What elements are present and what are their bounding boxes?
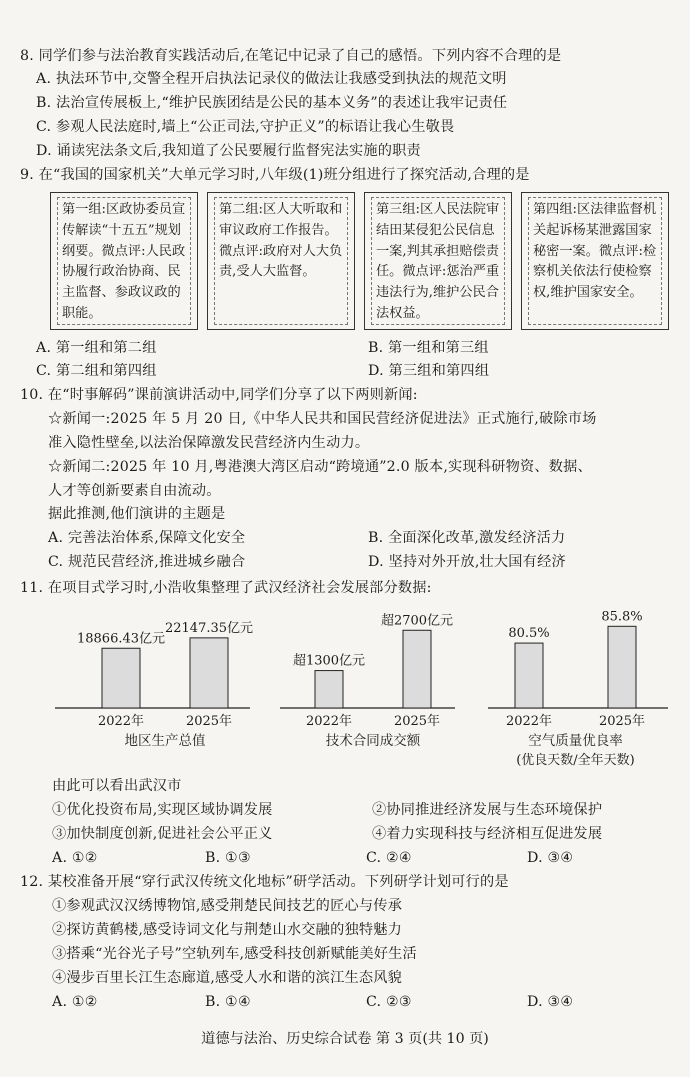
q12-option-c: C. ②③ bbox=[366, 994, 412, 1010]
q9-option-b: B. 第一组和第三组 bbox=[368, 340, 489, 356]
chart-category-label: 2025年 bbox=[393, 714, 441, 729]
q10-stem: 10. 在“时事解码”课前演讲活动中,同学们分享了以下两则新闻: bbox=[20, 387, 418, 403]
chart-air-quality bbox=[478, 600, 678, 780]
q11-statement-2: ②协同推进经济发展与生态环境保护 bbox=[372, 802, 603, 818]
chart-data-label: 超1300亿元 bbox=[292, 653, 366, 669]
page-footer: 道德与法治、历史综合试卷 第 3 页(共 10 页) bbox=[201, 1031, 489, 1047]
q11-option-c: C. ②④ bbox=[366, 850, 412, 866]
group-box-4: 第四组:区法律监督机关起诉杨某泄露国家秘密一案。微点评:检察机关依法行使检察权,维护国家安全。 bbox=[521, 192, 669, 330]
q9-option-d: D. 第三组和第四组 bbox=[368, 363, 490, 379]
chart-category-label: 2022年 bbox=[505, 714, 553, 729]
chart-subtitle: (优良天数/全年天数) bbox=[516, 753, 635, 768]
q10-news1-line1: ☆新闻一:2025 年 5 月 20 日,《中华人民共和国民营经济促进法》正式施行,破除市场 bbox=[48, 411, 597, 427]
q9-option-c: C. 第二组和第四组 bbox=[36, 363, 157, 379]
chart-title: 技术合同成交额 bbox=[325, 733, 421, 749]
q10-option-b: B. 全面深化改革,激发经济活力 bbox=[368, 530, 566, 546]
chart-title: 空气质量优良率 bbox=[528, 733, 623, 749]
q12-option-b: B. ①④ bbox=[205, 994, 251, 1010]
chart-category-label: 2022年 bbox=[305, 714, 353, 729]
chart-data-label: 85.8% bbox=[601, 609, 643, 625]
q11-statement-4: ④着力实现科技与经济相互促进发展 bbox=[372, 826, 603, 842]
chart-gdp bbox=[50, 600, 260, 760]
q11-option-d: D. ③④ bbox=[527, 850, 574, 866]
q12-stem: 12. 某校准备开展“穿行武汉传统文化地标”研学活动。下列研学计划可行的是 bbox=[20, 874, 509, 890]
chart-category-label: 2022年 bbox=[97, 714, 145, 729]
q8-stem: 8. 同学们参与法治教育实践活动后,在笔记中记录了自己的感悟。下列内容不合理的是 bbox=[20, 48, 562, 64]
q12-plan-3: ③搭乘“光谷光子号”空轨列车,感受科技创新赋能美好生活 bbox=[52, 946, 417, 962]
q9-option-a: A. 第一组和第二组 bbox=[36, 340, 157, 356]
chart-bar bbox=[190, 638, 228, 708]
chart-data-label: 18866.43亿元 bbox=[76, 631, 166, 647]
q10-news2-line1: ☆新闻二:2025 年 10 月,粤港澳大湾区启动“跨境通”2.0 版本,实现科研物资、数据、 bbox=[48, 459, 592, 475]
q12-plan-1: ①参观武汉汉绣博物馆,感受荆楚民间技艺的匠心与传承 bbox=[52, 898, 403, 914]
q12-plan-2: ②探访黄鹤楼,感受诗词文化与荆楚山水交融的独特魅力 bbox=[52, 922, 403, 938]
chart-bar bbox=[403, 630, 431, 708]
chart-category-label: 2025年 bbox=[185, 714, 233, 729]
q11-option-a: A. ①② bbox=[52, 850, 98, 866]
q11-prompt: 由此可以看出武汉市 bbox=[52, 778, 182, 794]
chart-data-label: 超2700亿元 bbox=[380, 613, 454, 629]
q10-prompt: 据此推测,他们演讲的主题是 bbox=[48, 506, 226, 522]
chart-bar bbox=[515, 643, 543, 708]
chart-title: 地区生产总值 bbox=[124, 733, 206, 749]
chart-bar bbox=[315, 671, 343, 708]
q12-option-d: D. ③④ bbox=[527, 994, 574, 1010]
q12-option-a: A. ①② bbox=[52, 994, 98, 1010]
group-box-1: 第一组:区政协委员宣传解读“十五五”规划纲要。微点评:人民政协履行政治协商、民主监督、参政议政的职能。 bbox=[50, 192, 198, 330]
q8-option-b: B. 法治宣传展板上,“维护民族团结是公民的基本义务”的表述让我牢记责任 bbox=[36, 95, 508, 111]
q10-option-d: D. 坚持对外开放,壮大国有经济 bbox=[368, 554, 566, 570]
chart-tech-contract bbox=[275, 600, 460, 760]
q11-stem: 11. 在项目式学习时,小浩收集整理了武汉经济社会发展部分数据: bbox=[20, 580, 432, 596]
group-box-3: 第三组:区人民法院审结田某侵犯公民信息一案,判其承担赔偿责任。微点评:惩治严重违法行为,维护公民合法权益。 bbox=[364, 192, 512, 330]
chart-bar bbox=[102, 648, 140, 708]
q11-statement-1: ①优化投资布局,实现区域协调发展 bbox=[52, 802, 273, 818]
chart-bar bbox=[608, 626, 636, 708]
q11-option-b: B. ①③ bbox=[205, 850, 251, 866]
q10-option-c: C. 规范民营经济,推进城乡融合 bbox=[48, 554, 246, 570]
q8-option-a: A. 执法环节中,交警全程开启执法记录仪的做法让我感受到执法的规范文明 bbox=[36, 71, 507, 87]
group-box-2: 第二组:区人大听取和审议政府工作报告。微点评:政府对人大负责,受人大监督。 bbox=[207, 192, 355, 330]
chart-category-label: 2025年 bbox=[598, 714, 646, 729]
q8-option-d: D. 诵读宪法条文后,我知道了公民要履行监督宪法实施的职责 bbox=[36, 143, 421, 159]
q11-statement-3: ③加快制度创新,促进社会公平正义 bbox=[52, 826, 273, 842]
q8-option-c: C. 参观人民法庭时,墙上“公正司法,守护正义”的标语让我心生敬畏 bbox=[36, 119, 455, 135]
chart-data-label: 22147.35亿元 bbox=[164, 620, 254, 636]
q10-news2-line2: 人才等创新要素自由流动。 bbox=[48, 483, 221, 499]
q12-plan-4: ④漫步百里长江生态廊道,感受人水和谐的滨江生态风貌 bbox=[52, 970, 403, 986]
q10-option-a: A. 完善法治体系,保障文化安全 bbox=[48, 530, 246, 546]
q9-stem: 9. 在“我国的国家机关”大单元学习时,八年级(1)班分组进行了探究活动,合理的是 bbox=[20, 167, 530, 183]
chart-data-label: 80.5% bbox=[508, 626, 550, 642]
q10-news1-line2: 准入隐性壁垒,以法治保障激发民营经济内生动力。 bbox=[48, 435, 370, 451]
